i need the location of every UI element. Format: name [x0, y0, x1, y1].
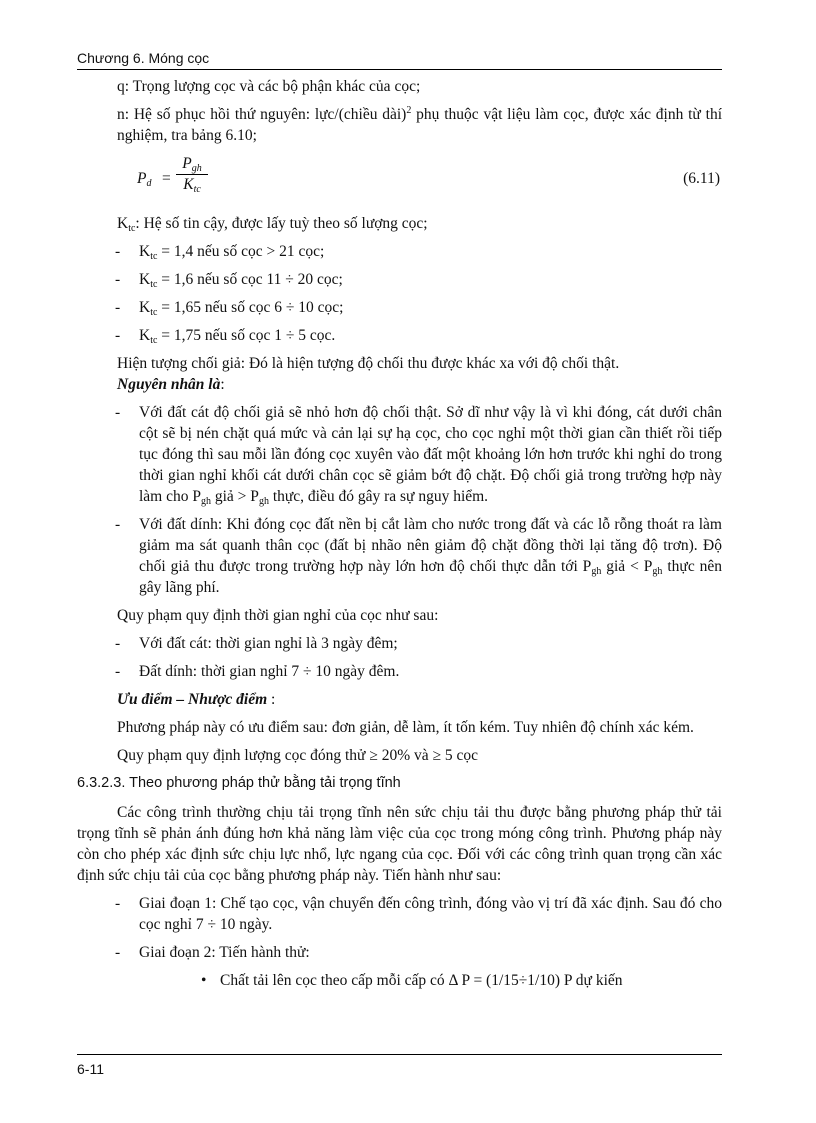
header-rule: [77, 69, 722, 70]
q-definition: q: Trọng lượng cọc và các bộ phận khác của cọc;: [117, 78, 421, 95]
footer-rule: [77, 1054, 722, 1055]
pros-cons-heading: Ưu điểm – Nhược điểm :: [117, 691, 276, 708]
section-title: 6.3.2.3. Theo phương pháp thử bằng tải trọng tĩnh: [77, 775, 401, 791]
test-count-rule: Quy phạm quy định lượng cọc đóng thử ≥ 20% và ≥ 5 cọc: [117, 747, 478, 764]
formula-equals: =: [162, 170, 171, 187]
rest-rule: Quy phạm quy định thời gian nghỉ của cọc như sau:: [117, 607, 439, 624]
stage-1-item: - Giai đoạn 1: Chế tạo cọc, vận chuyển đến công trình, đóng vào vị trí đã xác định. Sau đó cho cọc nghỉ 7 ÷ 10 ngày.: [115, 895, 722, 933]
stage-2-item: - Giai đoạn 2: Tiến hành thử:: [115, 944, 310, 961]
ktc-item: - $K_{tc} = 1,65$ nếu số cọc 6 ÷ 10 cọc;: [115, 299, 344, 318]
equation-number: (6.11): [683, 170, 720, 187]
page-content: [77, 76, 722, 998]
sand-cause-item: - Với đất cát độ chối giả sẽ nhỏ hơn độ chối thật. Sở dĩ như vậy là vì khi đóng, cát dưới chân cột sẽ bị nén chặt quá mức và cản lại sự hạ cọc, cho cọc nghỉ một thời gian cần thiết rồi tiếp tục đóng thì sau mỗi lần đóng cọc xuyên vào đất một khoảng lớn hơn trước khi nghỉ do trong thời gian nghỉ khối cát dưới chân cọc sẽ giảm bớt độ chặt. Độ chối giả trong trường hợp này làm cho $P_{gh}$ giả > $P_{gh}$ thực, điều đó gây ra sự nguy hiểm.: [115, 404, 722, 507]
ktc-item: - $K_{tc} = 1,4$ nếu số cọc > 21 cọc;: [115, 243, 325, 262]
formula-6-11: [77, 153, 722, 205]
rest-item: - Đất dính: thời gian nghỉ 7 ÷ 10 ngày đêm.: [115, 663, 400, 680]
pros-cons-text: Phương pháp này có ưu điểm sau: đơn giản, dễ làm, ít tốn kém. Tuy nhiên độ chính xác kém.: [117, 719, 694, 736]
formula-lhs: $P_d$: [137, 170, 152, 189]
load-step-bullet: • Chất tải lên cọc theo cấp mỗi cấp có Δ P = (1/15÷1/10) P dự kiến: [201, 972, 623, 989]
n-definition: n: Hệ số phục hồi thứ nguyên: lực/(chiều dài)$^2$ phụ thuộc vật liệu làm cọc, được xác định từ thí nghiệm, tra bảng 6.10;: [117, 105, 722, 144]
ktc-item: - $K_{tc} = 1,6$ nếu số cọc 11 ÷ 20 cọc;: [115, 271, 343, 290]
false-refusal-paragraph: Hiện tượng chối giả: Đó là hiện tượng độ chối thu được khác xa với độ chối thật. Nguyên nhân là:: [117, 355, 620, 393]
page-number: 6-11: [77, 1061, 104, 1077]
formula-fraction: $P_{gh}$ $K_{tc}$: [176, 155, 208, 194]
ktc-intro: $K_{tc}$: Hệ số tin cậy, được lấy tuỳ theo số lượng cọc;: [117, 215, 428, 234]
ktc-item: - $K_{tc} = 1,75$ nếu số cọc 1 ÷ 5 cọc.: [115, 327, 336, 346]
static-test-intro: Các công trình thường chịu tải trọng tĩnh nên sức chịu tải thu được bằng phương pháp thử tải trọng tĩnh sẽ phản ánh đúng hơn khả năng làm việc của cọc trong móng công trình. Phương pháp này còn cho phép xác định sức chịu lực nhổ, lực ngang của cọc. Đối với các công trình quan trọng cần xác định sức chịu tải của cọc bằng phương pháp này. Tiến hành như sau:: [77, 804, 722, 884]
clay-cause-item: - Với đất dính: Khi đóng cọc đất nền bị cắt làm cho nước trong đất và các lỗ rỗng thoát ra làm giảm ma sát quanh thân cọc (đất bị nhão nên giảm độ chặt đồng thời lại tăng độ trơn). Độ chối giả thu được trong trường hợp này lớn hơn độ chối thực dẫn tới $P_{gh}$ giả < $P_{gh}$ thực nên gây lãng phí.: [115, 516, 723, 596]
rest-item: - Với đất cát: thời gian nghỉ là 3 ngày đêm;: [115, 635, 398, 652]
bullet-icon: •: [201, 972, 207, 989]
chapter-header: Chương 6. Móng cọc: [77, 50, 210, 66]
